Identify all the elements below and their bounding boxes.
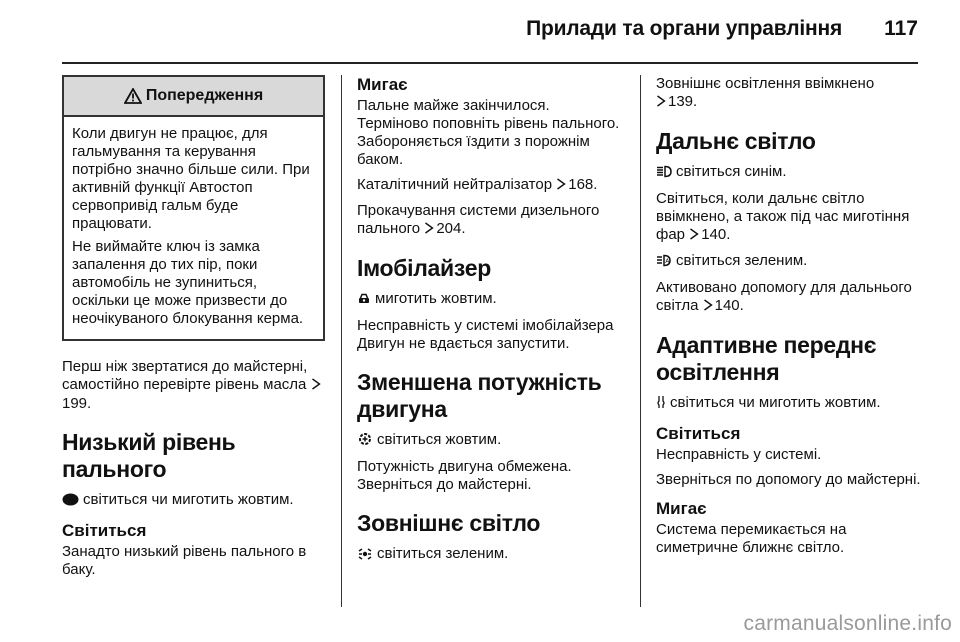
column-1 [62,75,325,586]
low-fuel-description [62,491,325,511]
diesel-text: Прокачування системи дизельного пального [357,202,600,237]
immobilizer-description [357,290,625,310]
adaptive-front-lighting-description-text: світиться чи миготить жовтим. [670,394,881,411]
exterior-light-description [357,545,625,565]
warning-body [64,117,323,339]
reduced-power-description [357,431,625,451]
oil-check-text: Перш ніж звертатися до майстерні, самостійно перевірте рівень масла [62,358,308,393]
reduced-power-description-text: світиться жовтим. [377,431,502,448]
afl-lights-paragraph-1: Несправність у системі. [656,446,822,463]
page-reference-icon [556,177,566,195]
page-reference-icon [424,221,434,239]
immobilizer-car-key-icon [357,292,371,310]
warning-triangle-icon [124,88,142,104]
exterior-light-icon [357,547,373,565]
header-rule [62,62,918,64]
high-beam-assist-description-text: світиться зеленим. [676,252,808,269]
oil-check-page-ref: 199. [62,395,92,412]
diesel-page-ref: 204. [436,220,466,237]
high-beam-description [656,163,921,183]
high-beam-paragraph-text: Світиться, коли дальнє світло ввімкнено, а також під час миготіння фар [656,190,910,243]
page-header-title: Прилади та органи управління [526,17,842,40]
low-fuel-description-text: світиться чи миготить жовтим. [83,491,294,508]
low-fuel-heading: Низький рівень пального [62,429,236,482]
high-beam-assist-icon [656,254,672,272]
immobilizer-paragraph: Несправність у системі імобілайзера Двигун не вдається запустити. [357,317,614,352]
high-beam-icon [656,165,672,183]
warning-header [64,77,323,117]
svg-text:A: A [665,258,670,265]
adaptive-front-lighting-heading: Адаптивне переднє освітлення [656,332,877,385]
fuel-flashes-text: Пальне майже закінчилося. Терміново поповніть рівень пального. Забороняється їздити з порожнім баком. [357,97,620,168]
high-beam-assist-page-ref: 140. [714,297,744,314]
warning-paragraph-1: Коли двигун не працює, для гальмування та керування потрібно значно більше сили. При активній функції Автостоп сервопривід гальм буде працювати. [72,125,310,232]
page-reference-icon [703,298,713,316]
afl-flashes-paragraph: Система перемикається на симетричне ближнє світло. [656,521,847,556]
afl-lights-paragraph-2: Зверніться по допомогу до майстерні. [656,471,921,488]
reduced-power-paragraph: Потужність двигуна обмежена. Зверніться до майстерні. [357,458,572,493]
fuel-flashes-heading: Мигає [357,75,408,94]
page-number: 117 [884,17,918,40]
catalyst-text: Каталітичний нейтралізатор [357,176,553,193]
immobilizer-description-text: миготить жовтим. [375,290,497,307]
column-divider-2 [640,75,641,607]
low-fuel-lights-heading: Світиться [62,521,147,540]
exterior-on-text: Зовнішнє освітлення ввімкнено [656,75,875,92]
exterior-on-paragraph [656,75,921,112]
catalyst-paragraph [357,176,625,195]
reduced-power-gear-icon [357,432,373,451]
page-reference-icon [311,377,321,395]
adaptive-front-lighting-description [656,394,921,414]
immobilizer-heading: Імобілайзер [357,255,491,281]
oil-check-paragraph [62,358,325,413]
low-fuel-lights-text: Занадто низький рівень пального в баку. [62,543,307,578]
warning-title: Попередження [145,87,264,104]
warning-paragraph-2: Не виймайте ключ із замка запалення до тих пір, поки автомобіль не зупиниться, оскільки це може призвести до неочікуваного блокування керма. [72,238,304,327]
exterior-on-page-ref: 139. [668,93,698,110]
high-beam-page-ref: 140. [701,226,731,243]
afl-lights-heading: Світиться [656,424,741,443]
page-reference-icon [656,94,666,112]
reduced-power-heading: Зменшена потужність двигуна [357,369,602,422]
exterior-light-description-text: світиться зеленим. [377,545,509,562]
fuel-drop-icon [62,493,79,511]
high-beam-assist-paragraph-text: Активовано допомогу для дальнього світла [656,279,912,314]
high-beam-assist-description [656,252,921,272]
column-3 [656,75,921,564]
adaptive-light-icon [656,395,666,414]
page-reference-icon [689,227,699,245]
diesel-paragraph [357,202,625,239]
column-2 [357,75,625,572]
column-divider-1 [341,75,342,607]
high-beam-heading: Дальнє світло [656,128,816,154]
afl-flashes-heading: Мигає [656,499,707,518]
high-beam-paragraph [656,190,921,245]
exterior-light-heading: Зовнішнє світло [357,510,541,536]
high-beam-assist-paragraph [656,279,921,316]
catalyst-page-ref: 168. [568,176,598,193]
warning-box [62,75,325,341]
watermark-text: carmanualsonline.info [743,612,952,635]
high-beam-description-text: світиться синім. [676,163,787,180]
